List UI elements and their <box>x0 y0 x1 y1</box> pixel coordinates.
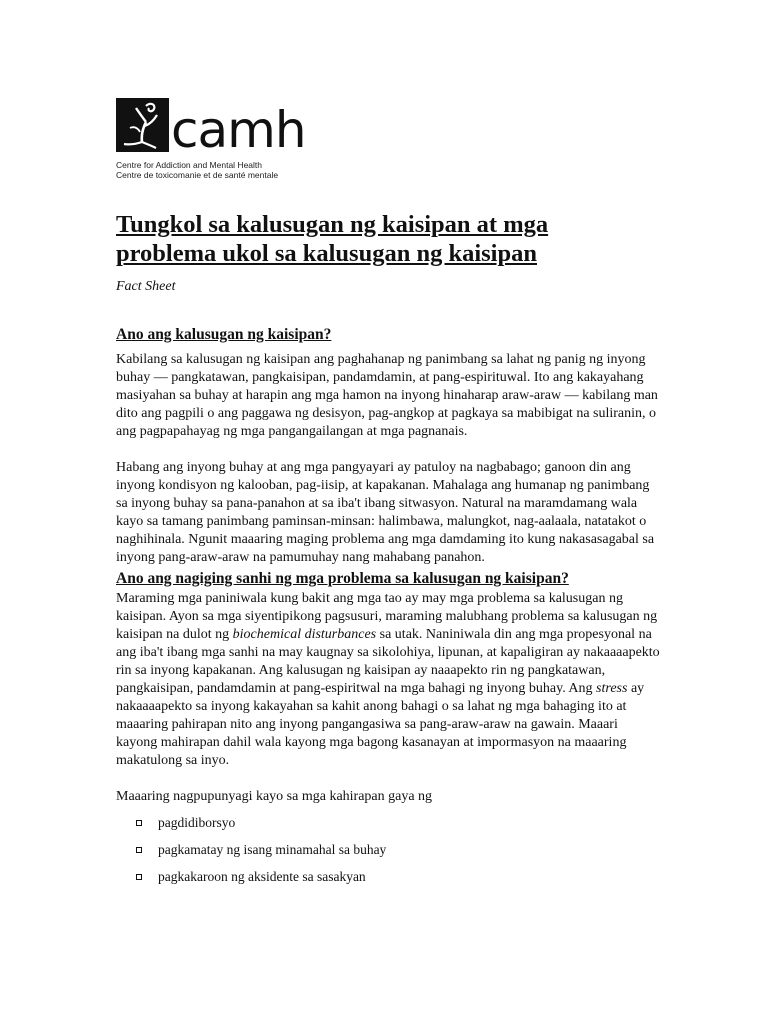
list-item <box>116 841 661 859</box>
list-item <box>116 868 661 886</box>
list-intro: Maaaring nagpupunyagi kayo sa mga kahirapan gaya ng <box>116 789 433 804</box>
list-item-text: pagdidiborsyo <box>158 815 236 830</box>
document-page <box>116 88 661 895</box>
section2-emphasis-biochemical: biochemical disturbances <box>232 627 377 642</box>
logo-subtitle-fr: Centre de toxicomanie et de santé mentale <box>116 170 279 180</box>
logo-subtitle <box>116 160 661 180</box>
square-bullet-icon <box>136 874 142 880</box>
section2-text-b: sa utak. Naniniwala din ang mga propesyonal na ang iba't ibang mga sanhi na may kaugnay sa sikolohiya, lipunan, at kapaligiran ay nakaaaapekto rin sa inyong kapakanan. Ang kalusugan ng kaisipan ay naaapekto rin ng pangkatawan, pangkaisipan, pandamdamin at pang-espiritwal na mga bahagi ng inyong buhay. Ang <box>116 627 660 696</box>
section1-paragraph-1: Kabilang sa kalusugan ng kaisipan ang paghahanap ng panimbang sa lahat ng panig ng inyong buhay — pangkatawan, pangkaisipan, pandamdamin, at pang-espirituwal. Ito ang kakayahang masiyahan sa buhay at harapin ang mga hamon na inyong hinaharap araw-araw — kabilang man dito ang pagpili o ang paggawa ng desisyon, pag-angkop at pagkaya sa mabibigat na suliranin, o ang pagpapahayag ng mga pangangailangan at mga pagnanais. <box>116 352 658 439</box>
list-item-text: pagkamatay ng isang minamahal sa buhay <box>158 842 387 857</box>
section2-paragraph-1 <box>116 590 661 770</box>
section-heading-mental-health: Ano ang kalusugan ng kaisipan? <box>116 326 332 343</box>
section-heading-causes: Ano ang nagiging sanhi ng mga problema sa kalusugan ng kaisipan? <box>116 570 569 587</box>
section2-text-c: ay nakaaaapekto sa inyong kakayahan sa kahit anong bahagi o sa lahat ng mga bahaging ito at maaaring pahirapan nito ang inyong pangangasiwa sa pang-araw-araw na gawain. Maaari kayong mahirapan dahil wala kayong mga bagong kasanayan at impormasyon na maaaring makatulong sa inyo. <box>116 681 645 768</box>
list-item <box>116 814 661 832</box>
square-bullet-icon <box>136 820 142 826</box>
section1-paragraph-2: Habang ang inyong buhay at ang mga pangyayari ay patuloy na nagbabago; ganoon din ang inyong kondisyon ng kalooban, pag-iisip, at kapakanan. Mahalaga ang humanap ng panimbang sa inyong buhay sa pana-panahon at sa iba't ibang sitwasyon. Natural na maramdamang wala kayo sa tamang panimbang paminsan-minsan: halimbawa, malungkot, nag-aalaala, natatakot o naghihinala. Ngunit maaaring maging problema ang mga damdaming ito kung nakasasagabal sa inyong pang-araw-araw na pamumuhay nang mahabang panahon. <box>116 460 655 565</box>
document-title: Tungkol sa kalusugan ng kaisipan at mga problema ukol sa kalusugan ng kaisipan <box>116 211 549 267</box>
section2-emphasis-stress: stress <box>596 681 628 696</box>
logo-subtitle-en: Centre for Addiction and Mental Health <box>116 160 263 170</box>
camh-figure-icon <box>116 98 169 152</box>
list-item-text: pagkakaroon ng aksidente sa sasakyan <box>158 869 366 884</box>
section2-text-a: Maraming mga paniniwala kung bakit ang mga tao ay may mga problema sa kalusugan ng kaisipan. Ayon sa mga siyentipikong pagsusuri, maraming malubhang problema sa kalusugan ng kaisipan na dulot ng <box>116 591 658 642</box>
document-subtitle: Fact Sheet <box>116 279 176 294</box>
difficulties-list <box>116 814 661 886</box>
square-bullet-icon <box>136 847 142 853</box>
camh-wordmark: camh <box>171 101 306 159</box>
camh-logo <box>116 88 661 180</box>
